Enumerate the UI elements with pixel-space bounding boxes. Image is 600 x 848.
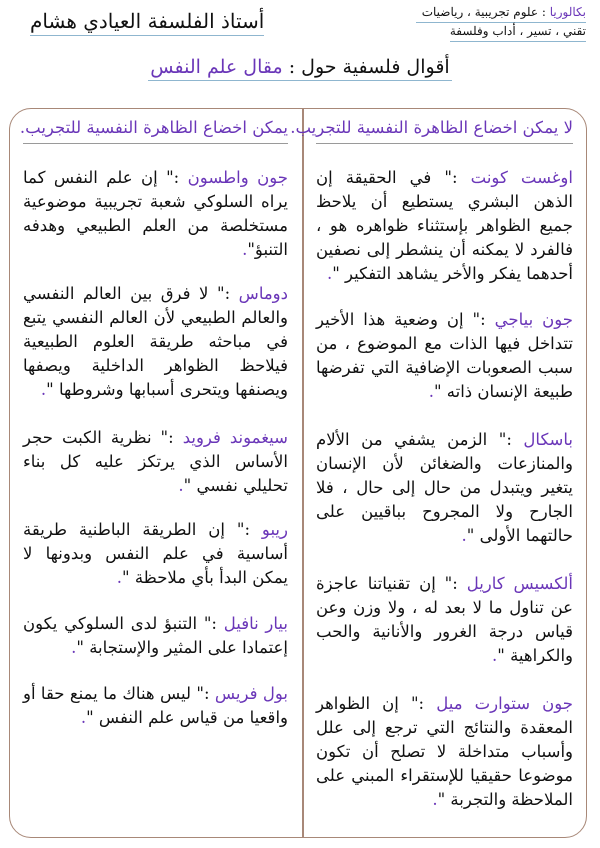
quote-mill <box>316 692 573 812</box>
quote-author: جون واطسون <box>187 168 288 187</box>
levels-label: بكالوريا <box>549 5 586 19</box>
quote-text: :" إن وضعية هذا الأخير تتداخل فيها الذات مع الموضوع ، من سبب الصعوبات الإضافية التي تفرضها طبيعة الإنسان ذاته " <box>316 310 573 401</box>
quote-piaget <box>316 308 573 404</box>
quote-end: . <box>80 708 87 727</box>
quote-text: :" إن تقنياتنا عاجزة عن تناول ما لا بعد له ، ولا وزن وعن قياس درجة الغرور والأنانية والحب والكراهية " <box>316 574 573 665</box>
column-heading-for: يمكن اخضاع الظاهرة النفسية للتجريب. <box>23 116 288 144</box>
quote-end: . <box>242 240 248 259</box>
title-topic: مقال علم النفس <box>150 56 283 78</box>
quote-author: سيغموند فرويد <box>182 428 288 447</box>
levels-line-1 <box>416 4 586 23</box>
quote-author: بيار نافيل <box>223 614 288 633</box>
quote-end: . <box>326 264 333 283</box>
quote-end: . <box>428 382 434 401</box>
quote-end: . <box>116 568 122 587</box>
levels-line-2: تقني ، تسير ، أداب وفلسفة <box>450 23 586 42</box>
column-for <box>9 108 302 730</box>
quote-comte <box>316 166 573 286</box>
quote-author: اوغست كونت <box>470 168 573 187</box>
levels-streams: : علوم تجريبية ، رياضيات <box>421 5 550 19</box>
quote-author: بول فريس <box>214 684 288 703</box>
levels-header <box>416 4 586 42</box>
quote-text: :" لا فرق بين العالم النفسي والعالم الطبيعي لأن العالم النفسي يتبع في مباحثه طريقة العلوم الطبيعية فيلاحظ الظواهر الداخلية ويصفها ويصنفها ويتحرى أسبابها وشروطها " <box>23 284 288 399</box>
quote-pascal <box>316 428 573 548</box>
quote-end: . <box>432 790 438 809</box>
quote-author: دوماس <box>238 284 288 303</box>
quote-text: :" في الحقيقة إن الذهن البشري يستطيع أن يلاحظ جميع الظواهر بإستثناء ظواهره هو ، فالفرد لا يمكنه أن ينشطر إلى نصفين أحدهما يفكر والأخر يشاهد التفكير " <box>316 168 573 283</box>
quote-author: ريبو <box>261 520 288 539</box>
quote-freud <box>23 426 288 498</box>
quote-text: :" إن علم النفس كما يراه السلوكي شعبة تجريبية موضوعية مستخلصة من العلم الطبيعي وهدفه التنبؤ" <box>23 168 288 259</box>
column-against <box>290 108 587 812</box>
quote-end: . <box>461 526 467 545</box>
teacher-name: أستاذ الفلسفة العيادي هشام <box>30 8 264 36</box>
quote-ribot <box>23 518 288 590</box>
page-title <box>0 56 600 81</box>
quote-watson <box>23 166 288 262</box>
quote-text: :" ليس هناك ما يمنع حقا أو واقعيا من قياس علم النفس " <box>23 684 288 727</box>
quote-carrel <box>316 572 573 668</box>
quote-author: جون ستوارت ميل <box>436 694 573 713</box>
quote-author: باسكال <box>523 430 573 449</box>
quote-end: . <box>40 380 47 399</box>
column-heading-against: لا يمكن اخضاع الظاهرة النفسية للتجريب. <box>316 116 573 144</box>
quote-text: :" إن الطريقة الباطنية طريقة أساسية في علم النفس وبدونها لا يمكن البدأ بأي ملاحظة " <box>23 520 288 587</box>
quote-text: :" نظرية الكبت حجر الأساس الذي يرتكز عليه كل بناء تحليلي نفسي " <box>23 428 288 495</box>
quote-author: ألكسيس كاريل <box>466 574 573 593</box>
quote-fraisse <box>23 682 288 730</box>
title-prefix: أقوال فلسفية حول : <box>282 56 450 78</box>
quote-text: :" الزمن يشفي من الألام والمنازعات والضغائن لأن الإنسان يتغير ويتبدل من حال إلى حال ، فلا الجارح ولا المجروح بباقيين على حالتهما الأولى " <box>316 430 573 545</box>
quote-naville <box>23 612 288 660</box>
quote-end: . <box>492 646 498 665</box>
quote-dumas <box>23 282 288 402</box>
quote-text: :" إن الظواهر المعقدة والنتائج التي ترجع إلى علل وأسباب متداخلة لا تصلح أن تكون موضوعا حقيقيا للإستقراء المبني على الملاحظة والتجربة " <box>316 694 573 809</box>
quote-text: :" التنبؤ لدى السلوكي يكون إعتمادا على المثير والإستجابة " <box>23 614 288 657</box>
quote-end: . <box>178 476 184 495</box>
quote-end: . <box>71 638 77 657</box>
quote-author: جون بياجي <box>494 310 574 329</box>
